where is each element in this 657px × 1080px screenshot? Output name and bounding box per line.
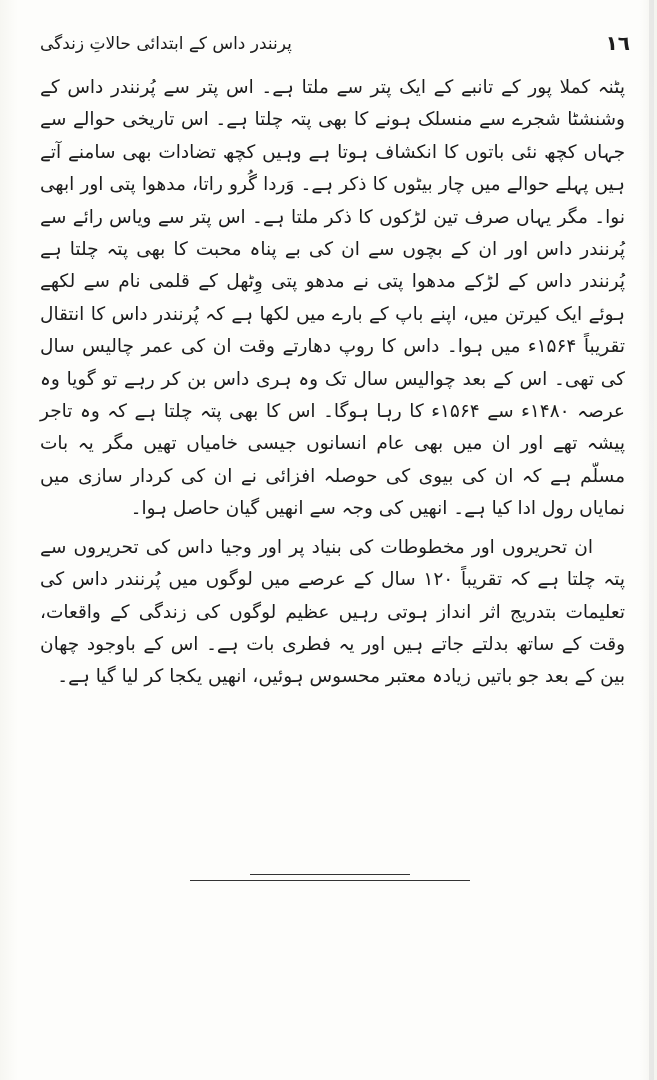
running-title: پرنندر داس کے ابتدائی حالاتِ زندگی xyxy=(40,34,292,54)
end-rule-long-line xyxy=(190,880,470,881)
page-edge-shadow xyxy=(649,0,654,1080)
paragraph-1: پٹنہ کملا پور کے تانبے کے ایک پتر سے ملتا ہے۔ اس پتر سے پُرنندر داس کے وشنشٹا شجرے سے منسلک ہونے کا بھی پتہ چلتا ہے۔ اس تاریخی حوالے سے جہاں کچھ نئی باتوں کا انکشاف ہوتا ہے وہیں کچھ تضادات بھی سامنے آتے ہیں پہلے حوالے میں چار بیٹوں کا ذکر ہے۔ وَردا گُرو راتا، مدھوا پتی اور ابھی نوا۔ مگر یہاں صرف تین لڑکوں کا ذکر ملتا ہے۔ اس پتر سے ویاس رائے سے پُرنندر داس اور ان کے بچوں سے ان کی بے پناہ محبت کا بھی پتہ چلتا ہے پُرنندر داس کے لڑکے مدھوا پتی نے مدھو پتی وِٹھل کے قلمی نام سے لکھے ہوئے ایک کیرتن میں، اپنے باپ کے بارے میں لکھا ہے کہ پُرنندر داس کا انتقال تقریباً ۱۵۶۴ء میں ہوا۔ داس کا روپ دھارتے وقت ان کی عمر چالیس سال کی تھی۔ اس کے بعد چوالیس سال تک وہ ہری داس بن کر رہے تو گویا وہ عرصہ ۱۴۸۰ء سے ۱۵۶۴ء کا رہا ہوگا۔ اس کا بھی پتہ چلتا ہے کہ وہ تاجر پیشہ تھے اور ان میں بھی عام انسانوں جیسی خامیاں تھیں مگر یہ بات مسلّم ہے کہ ان کی بیوی کی حوصلہ افزائی نے ان کی کردار سازی میں نمایاں رول ادا کیا ہے۔ انھیں کی وجہ سے انھیں گیان حاصل ہوا۔ xyxy=(40,77,625,520)
section-end-rule xyxy=(190,872,470,886)
page-number: ١٦ xyxy=(605,31,630,55)
page-header xyxy=(40,28,630,60)
end-rule-short-line xyxy=(250,874,410,875)
paragraph-2: ان تحریروں اور مخطوطات کی بنیاد پر اور وجیا داس کی تحریروں سے پتہ چلتا ہے کہ تقریباً ۱۲۰ سال کے عرصے میں لوگوں میں پُرنندر داس کی تعلیمات بتدریج اثر انداز ہوتی رہیں عظیم لوگوں کی زندگی کے واقعات، وقت کے ساتھ بدلتے جاتے ہیں اور یہ فطری بات ہے۔ اس کے باوجود چھان بین کے بعد جو باتیں زیادہ معتبر محسوس ہوئیں، انھیں یکجا کر لیا گیا ہے۔ xyxy=(40,536,625,688)
body-text xyxy=(40,72,625,694)
